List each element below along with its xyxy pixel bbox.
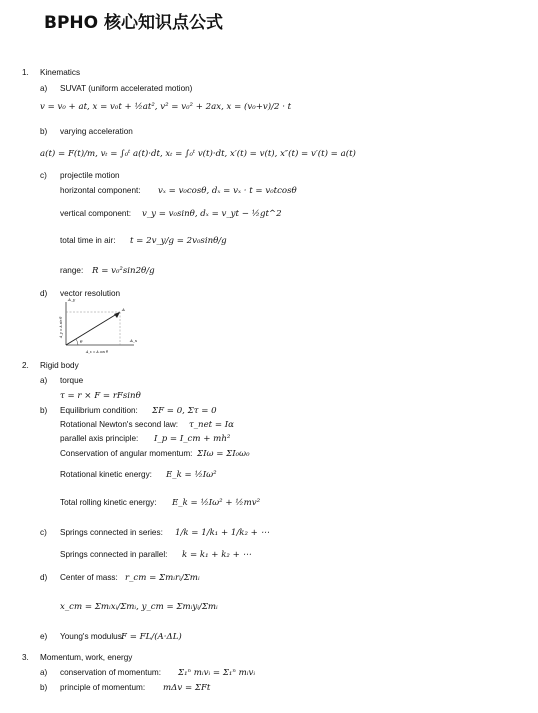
horizontal-component-formula: vₓ = v₀cosθ, dₓ = vₓ · t = v₀tcosθ	[158, 186, 297, 196]
springs-parallel-formula: k = k₁ + k₂ + ⋯	[182, 550, 252, 560]
vector-resolution-diagram	[56, 298, 138, 358]
page-title: BPHO 核心知识点公式	[44, 13, 224, 33]
item-letter: b)	[40, 127, 48, 136]
parallel-axis-formula: I_p = I_cm + mh²	[154, 434, 231, 444]
center-of-mass-formula: r_cm = Σmᵢrᵢ/Σmᵢ	[125, 573, 200, 583]
conservation-momentum-formula: Σ₁ⁿ mᵢvᵢ = Σ₁ⁿ mᵢvᵢ	[178, 668, 256, 678]
section-number: 2.	[22, 361, 29, 370]
center-of-mass-label: Center of mass:	[60, 573, 118, 582]
rotational-newton-label: Rotational Newton's second law:	[60, 420, 179, 429]
vector-resolution-label: vector resolution	[60, 289, 121, 298]
angular-momentum-formula: ΣIω = ΣI₀ω₀	[197, 449, 250, 459]
section-heading-momentum: Momentum, work, energy	[40, 653, 133, 662]
equilibrium-label: Equilibrium condition:	[60, 406, 138, 415]
ay-axis-label: A_y	[68, 298, 76, 302]
principle-momentum-formula: mΔv = ΣFt	[163, 683, 211, 693]
springs-parallel-label: Springs connected in parallel:	[60, 550, 168, 559]
horizontal-component-label: horizontal component:	[60, 186, 141, 195]
item-letter: b)	[40, 406, 48, 415]
item-letter: b)	[40, 683, 48, 692]
springs-series-formula: 1/k = 1/k₁ + 1/k₂ + ⋯	[175, 528, 270, 538]
section-number: 1.	[22, 68, 29, 77]
section-number: 3.	[22, 653, 29, 662]
range-formula: R = v₀²sin2θ/g	[92, 266, 155, 276]
youngs-modulus-formula: F = FL/(A·ΔL)	[121, 632, 182, 642]
ax-axis-label: A_x	[130, 338, 138, 343]
ax-side-label: A_x = A cos θ	[86, 350, 108, 354]
rotational-ke-label: Rotational kinetic energy:	[60, 470, 152, 479]
parallel-axis-label: parallel axis principle:	[60, 434, 139, 443]
vector-a-arrow	[66, 312, 120, 345]
suvat-formula: v = v₀ + at, x = v₀t + ½at², v² = v₀² + 2ax, x = (v₀+v)/2 · t	[40, 102, 292, 112]
center-of-mass-components: x_cm = Σmᵢxᵢ/Σmᵢ, y_cm = Σmᵢyᵢ/Σmᵢ	[60, 602, 218, 612]
varying-acceleration-label: varying acceleration	[60, 127, 133, 136]
rolling-ke-formula: E_k = ½Iω² + ½mv²	[172, 498, 261, 508]
item-letter: a)	[40, 376, 48, 385]
arrowhead	[114, 312, 120, 318]
section-heading-rigid-body: Rigid body	[40, 361, 79, 370]
springs-series-label: Springs connected in series:	[60, 528, 163, 537]
rotational-ke-formula: E_k = ½Iω²	[166, 470, 217, 480]
ay-side-label: A_y = A sin θ	[59, 316, 63, 338]
conservation-momentum-label: conservation of momentum:	[60, 668, 162, 677]
total-time-formula: t = 2v_y/g = 2v₀sinθ/g	[130, 236, 227, 246]
projectile-motion-label: projectile motion	[60, 171, 120, 180]
torque-formula: τ = r × F = rFsinθ	[60, 391, 141, 401]
item-letter: d)	[40, 289, 48, 298]
suvat-label: SUVAT (uniform accelerated motion)	[60, 84, 193, 93]
section-heading-kinematics: Kinematics	[40, 68, 81, 77]
item-letter: d)	[40, 573, 48, 582]
item-letter: c)	[40, 528, 47, 537]
angular-momentum-label: Conservation of angular momentum:	[60, 449, 193, 458]
item-letter: a)	[40, 668, 48, 677]
rolling-ke-label: Total rolling kinetic energy:	[60, 498, 157, 507]
angle-arc	[76, 339, 78, 345]
torque-label: torque	[60, 376, 84, 385]
vertical-component-formula: v_y = v₀sinθ, dₓ = v_yt − ½gt^2	[142, 209, 282, 219]
vector-a-label: A	[122, 307, 125, 312]
youngs-modulus-label: Young's modulus:	[60, 632, 125, 641]
principle-momentum-label: principle of momentum:	[60, 683, 146, 692]
item-letter: c)	[40, 171, 47, 180]
total-time-label: total time in air:	[60, 236, 116, 245]
item-letter: a)	[40, 84, 48, 93]
item-letter: e)	[40, 632, 48, 641]
rotational-newton-formula: τ_net = Iα	[189, 420, 234, 430]
theta-label: θ	[80, 339, 83, 344]
range-label: range:	[60, 266, 84, 275]
varying-acceleration-formula: a(t) = F(t)/m, vₜ = ∫₀ᵗ a(t)·dt, xₜ = ∫₀ᵗ v(t)·dt, x′(t) = v(t), x″(t) = v′(t) = a(t)	[40, 149, 356, 159]
equilibrium-formula: ΣF = 0, Στ = 0	[152, 406, 217, 416]
vertical-component-label: vertical component:	[60, 209, 131, 218]
